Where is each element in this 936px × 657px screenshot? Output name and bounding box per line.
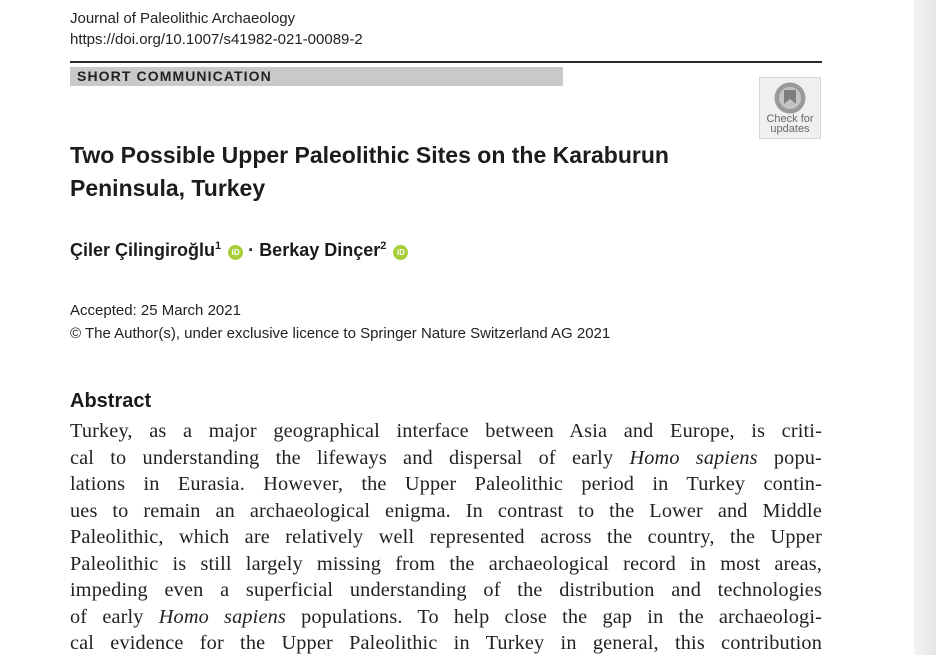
- crossmark-icon: [773, 81, 807, 115]
- abstract-line: [70, 604, 822, 631]
- author-list: [70, 240, 408, 261]
- abstract-text: populations. To help close the gap in the archaeologi-: [301, 605, 823, 628]
- abstract-line: [70, 445, 822, 472]
- author-name[interactable]: Çiler Çilingiroğlu: [70, 240, 216, 260]
- affiliation-marker[interactable]: 1: [215, 240, 222, 252]
- orcid-icon[interactable]: iD: [393, 245, 408, 260]
- abstract-text: popu-: [773, 446, 822, 469]
- title-line: Peninsula, Turkey: [70, 175, 266, 201]
- accepted-date: Accepted: 25 March 2021: [70, 302, 241, 319]
- species-name: Homo sapiens: [158, 605, 286, 628]
- check-for-updates-badge[interactable]: [759, 77, 821, 139]
- abstract-text: cal to understanding the lifeways and dispersal of early: [70, 446, 614, 469]
- section-band: [70, 67, 563, 86]
- journal-header: [70, 8, 363, 50]
- abstract-line: Paleolithic, which are relatively well represented across the country, the Upper: [70, 526, 822, 548]
- author-separator: ·: [248, 240, 255, 260]
- species-name: Homo sapiens: [629, 446, 758, 469]
- orcid-icon[interactable]: iD: [228, 245, 243, 260]
- abstract-line: lations in Eurasia. However, the Upper Paleolithic period in Turkey contin-: [70, 473, 822, 495]
- abstract-line: Turkey, as a major geographical interface between Asia and Europe, is criti-: [70, 420, 822, 442]
- journal-name: Journal of Paleolithic Archaeology: [70, 10, 296, 27]
- check-for-updates-line2: updates: [770, 123, 810, 135]
- abstract-heading: Abstract: [70, 390, 152, 412]
- affiliation-marker[interactable]: 2: [380, 240, 387, 252]
- abstract-line: ues to remain an archaeological enigma. In contrast to the Lower and Middle: [70, 499, 822, 522]
- abstract-line: Paleolithic is still largely missing from the archaeological record in most areas,: [70, 552, 822, 575]
- abstract-body: [70, 418, 822, 657]
- author-name[interactable]: Berkay Dinçer: [259, 240, 381, 260]
- doi-link[interactable]: https://doi.org/10.1007/s41982-021-00089-2: [70, 31, 363, 48]
- copyright-line: © The Author(s), under exclusive licence to Springer Nature Switzerland AG 2021: [70, 325, 611, 342]
- article-history: [70, 299, 610, 345]
- check-for-updates-line1: Check for: [766, 113, 814, 125]
- page-edge-shadow: [914, 0, 936, 655]
- article-title: [70, 139, 790, 205]
- abstract-text: of early: [70, 605, 144, 628]
- abstract-line: impeding even a superficial understanding of the distribution and technologies: [70, 579, 822, 601]
- abstract-line: cal evidence for the Upper Paleolithic in Turkey in general, this contribution: [70, 632, 822, 654]
- title-line: Two Possible Upper Paleolithic Sites on the Karaburun: [70, 142, 669, 168]
- header-rule: [70, 61, 822, 63]
- section-label: SHORT COMMUNICATION: [77, 68, 272, 84]
